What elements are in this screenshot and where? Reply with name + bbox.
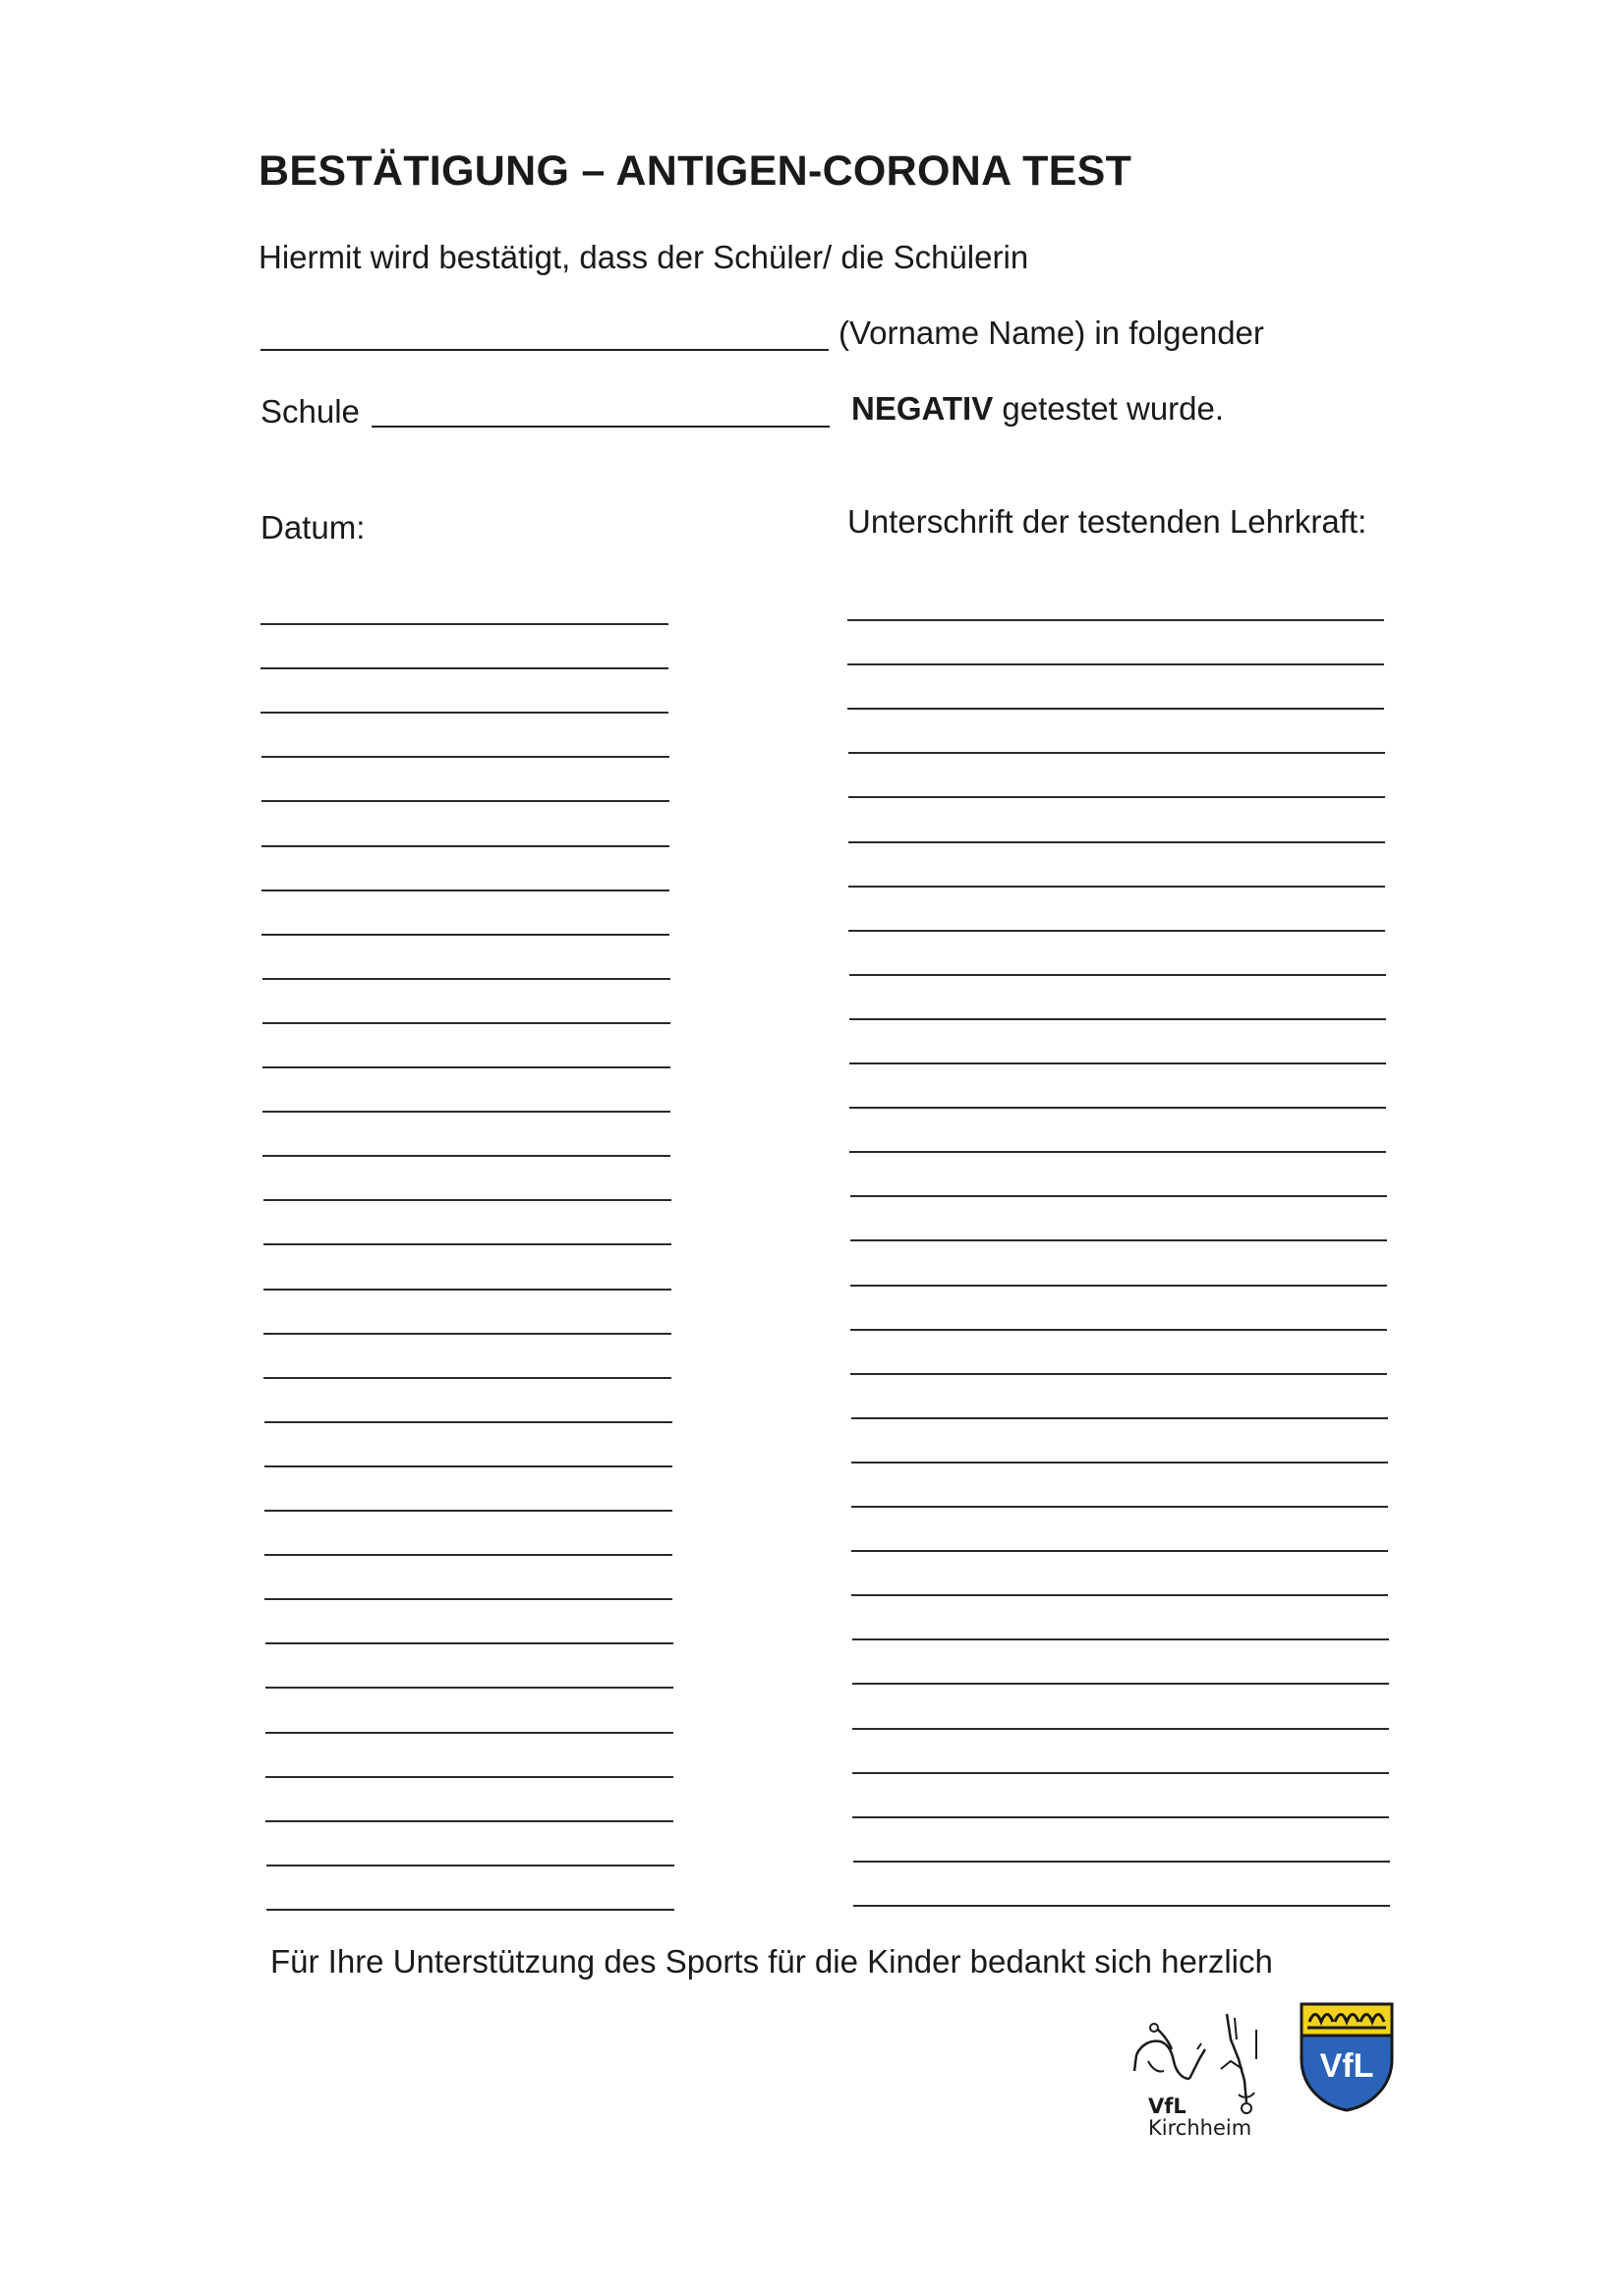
- gym-logo-line1: VfL: [1148, 2095, 1186, 2118]
- name-suffix-text: (Vorname Name) in folgender: [839, 315, 1264, 351]
- date-entry-line[interactable]: [261, 756, 669, 758]
- date-column-label: Datum:: [260, 509, 366, 545]
- vfl-shield-crest-icon: [1298, 2000, 1396, 2112]
- date-entry-line[interactable]: [262, 1022, 670, 1024]
- date-entry-line[interactable]: [264, 1598, 672, 1600]
- date-entry-line[interactable]: [262, 1111, 670, 1113]
- signature-entry-line[interactable]: [851, 1594, 1388, 1596]
- signature-entry-line[interactable]: [852, 1772, 1389, 1774]
- signature-entry-line[interactable]: [847, 663, 1384, 665]
- date-entry-line[interactable]: [263, 1289, 671, 1291]
- signature-entry-line[interactable]: [849, 1018, 1386, 1020]
- date-entry-line[interactable]: [263, 1199, 671, 1201]
- signature-entry-line[interactable]: [852, 1638, 1389, 1640]
- date-entry-line[interactable]: [266, 1865, 674, 1866]
- result-rest: getestet wurde.: [1002, 390, 1225, 427]
- date-entry-line[interactable]: [265, 1732, 673, 1734]
- date-entry-line[interactable]: [261, 845, 669, 847]
- signature-entry-line[interactable]: [851, 1417, 1388, 1419]
- signature-entry-line[interactable]: [850, 1239, 1387, 1241]
- date-entry-line[interactable]: [261, 800, 669, 802]
- gym-logo-line2: Kirchheim: [1148, 2116, 1252, 2140]
- date-entry-line[interactable]: [264, 1510, 672, 1512]
- date-entry-line[interactable]: [260, 667, 668, 669]
- signature-entry-line[interactable]: [852, 1728, 1389, 1730]
- signature-entry-line[interactable]: [853, 1905, 1390, 1907]
- signature-entry-line[interactable]: [849, 1107, 1386, 1109]
- date-entry-line[interactable]: [263, 1333, 671, 1335]
- date-entry-line[interactable]: [265, 1687, 673, 1689]
- signature-entry-line[interactable]: [847, 619, 1384, 621]
- date-entry-line[interactable]: [260, 623, 668, 625]
- date-entry-line[interactable]: [262, 978, 670, 980]
- signature-entry-line[interactable]: [850, 1285, 1387, 1287]
- signature-entry-line[interactable]: [847, 708, 1384, 710]
- signature-entry-line[interactable]: [849, 974, 1386, 976]
- result-negativ: NEGATIV: [851, 390, 994, 427]
- signature-entry-line[interactable]: [851, 1550, 1388, 1552]
- crest-label: VfL: [1319, 2047, 1374, 2085]
- signature-column-label: Unterschrift der testenden Lehrkraft:: [847, 503, 1367, 540]
- intro-text: Hiermit wird bestätigt, dass der Schüler/ die Schülerin: [259, 239, 1029, 275]
- date-entry-line[interactable]: [263, 1243, 671, 1245]
- signature-entry-line[interactable]: [850, 1373, 1387, 1375]
- signature-entry-line[interactable]: [848, 886, 1385, 888]
- date-entry-line[interactable]: [265, 1642, 673, 1644]
- signature-entry-line[interactable]: [851, 1506, 1388, 1508]
- date-entry-line[interactable]: [264, 1554, 672, 1556]
- date-entry-line[interactable]: [263, 1377, 671, 1379]
- signature-entry-line[interactable]: [848, 752, 1385, 754]
- signature-entry-line[interactable]: [850, 1195, 1387, 1197]
- signature-entry-line[interactable]: [850, 1329, 1387, 1331]
- date-entry-line[interactable]: [264, 1465, 672, 1467]
- signature-entry-line[interactable]: [849, 1062, 1386, 1064]
- signature-entry-line[interactable]: [853, 1861, 1390, 1863]
- signature-entry-line[interactable]: [852, 1816, 1389, 1818]
- signature-entry-line[interactable]: [848, 796, 1385, 798]
- date-entry-line[interactable]: [265, 1820, 673, 1822]
- signature-entry-line[interactable]: [848, 841, 1385, 843]
- signature-entry-line[interactable]: [849, 1151, 1386, 1153]
- date-entry-line[interactable]: [265, 1776, 673, 1778]
- form-title: BESTÄTIGUNG – ANTIGEN-CORONA TEST: [259, 147, 1132, 195]
- school-label: Schule: [260, 393, 360, 430]
- date-entry-line[interactable]: [262, 1066, 670, 1068]
- date-entry-line[interactable]: [264, 1421, 672, 1423]
- date-entry-line[interactable]: [266, 1909, 674, 1911]
- signature-entry-line[interactable]: [851, 1462, 1388, 1464]
- footer-thanks: Für Ihre Unterstützung des Sports für die Kinder bedankt sich herzlich: [270, 1943, 1273, 1980]
- date-entry-line[interactable]: [262, 1155, 670, 1157]
- signature-entry-line[interactable]: [852, 1683, 1389, 1685]
- date-entry-line[interactable]: [260, 712, 668, 714]
- date-entry-line[interactable]: [261, 934, 669, 936]
- date-entry-line[interactable]: [261, 890, 669, 891]
- signature-entry-line[interactable]: [848, 930, 1385, 932]
